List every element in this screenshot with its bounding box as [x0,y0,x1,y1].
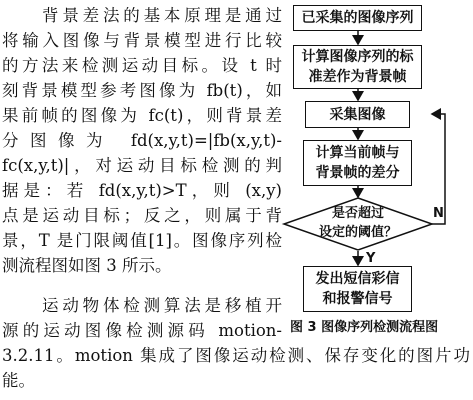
no-label: N [433,206,444,221]
decision-text: 是否超过 设定的阈值？ [318,206,397,240]
step-capture-image: 采集图像 [305,101,410,128]
step-compute-difference: 计算当前帧与 背景帧的差分 [303,140,412,186]
body-line-3: 的方法来检测运动目标。设 t 时 [2,56,282,75]
body-line-8: 据是：若 fd(x,y,t)>T，则 (x,y) [2,181,282,200]
yes-label: Y [366,251,376,266]
body-line-14: 3.2.11。motion 集成了图像运动检测、保存变化的图片功 [2,346,470,365]
body-line-15: 能。 [2,371,35,390]
step-collected-sequence: 已采集的图像序列 [293,5,422,31]
body-line-13: 源的运动图像检测源码 motion- [2,321,282,340]
body-line-11: 测流程图如图 3 所示。 [2,256,172,275]
body-line-10: 景，T 是门限阈值[1]。图像序列检 [2,231,282,250]
body-line-7: fc(x,y,t)|，对运动目标检测的判 [2,156,282,175]
body-line-4: 刻背景模型参考图像为 fb(t)，如 [2,81,282,100]
body-line-6: 分图像为 fd(x,y,t)=|fb(x,y,t)- [2,131,282,150]
body-line-2: 将输入图像与背景模型进行比较 [2,31,282,50]
body-line-1: 背景差法的基本原理是通过 [42,6,282,25]
step-compute-background: 计算图像序列的标 准差作为背景帧 [293,45,422,89]
step-send-alarm: 发出短信彩信 和报警信号 [303,266,412,312]
body-line-9: 点是运动目标；反之，则属于背 [2,206,282,225]
figure-caption: 图 3 图像序列检测流程图 [290,320,439,335]
body-line-5: 果前帧的图像为 fc(t)，则背景差 [2,106,282,125]
body-line-12: 运动物体检测算法是移植开 [42,296,282,315]
